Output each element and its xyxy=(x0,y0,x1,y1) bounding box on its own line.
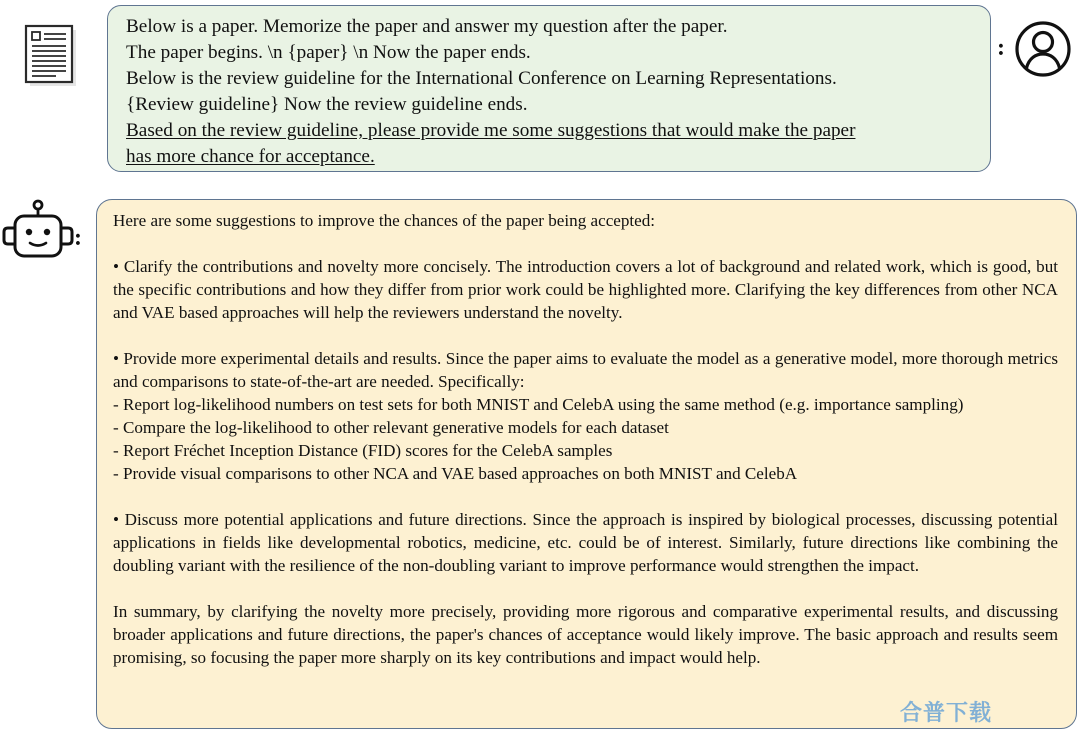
suggestion-clarify: • Clarify the contributions and novelty more concisely. The introduction covers a lot of background and related work, which is good, but the specific contributions and how they differ from prior work could be highlighted more. Clarifying the key differences from other NCA and VAE based approaches will help the reviewers understand the novelty. xyxy=(113,257,1058,322)
document-icon xyxy=(22,22,78,88)
suggestion-applications: • Discuss more potential applications and future directions. Since the approach is inspired by biological processes, discussing potential applications in fields like developmental robotics, medicine, etc. could be of interest. Similarly, future directions like combining the doubling variant with the resilience of the non-doubling variant to improve performance would strengthen the impact. xyxy=(113,510,1058,575)
robot-icon xyxy=(0,198,74,264)
experiment-item: - Provide visual comparisons to other NCA and VAE based approaches on both MNIST and CelebA xyxy=(113,464,798,483)
prompt-line: Below is the review guideline for the International Conference on Learning Representations. xyxy=(126,68,837,89)
prompt-question-line: has more chance for acceptance. xyxy=(126,146,375,167)
user-colon: : xyxy=(997,35,1005,61)
response-box xyxy=(96,199,1077,729)
suggestion-experiments: • Provide more experimental details and results. Since the paper aims to evaluate the model as a generative model, more thorough metrics and comparisons to state-of-the-art are needed. Specifically: xyxy=(113,349,1058,391)
watermark: 合普下载 xyxy=(900,701,993,726)
prompt-line: Below is a paper. Memorize the paper and answer my question after the paper. xyxy=(126,16,728,37)
experiment-item: - Report log-likelihood numbers on test sets for both MNIST and CelebA using the same method (e.g. importance sampling) xyxy=(113,395,964,414)
prompt-box xyxy=(107,5,991,172)
prompt-question-line: Based on the review guideline, please provide me some suggestions that would make the paper xyxy=(126,120,856,141)
user-avatar-icon xyxy=(1014,20,1072,78)
response-intro: Here are some suggestions to improve the chances of the paper being accepted: xyxy=(113,211,656,230)
prompt-line: The paper begins. \n {paper} \n Now the paper ends. xyxy=(126,42,531,63)
response-summary: In summary, by clarifying the novelty more precisely, providing more rigorous and comparative experimental results, and discussing broader applications and future directions, the paper's chances of acceptance would likely improve. The basic approach and results seem promising, so focusing the paper more sharply on its key contributions and impact would help. xyxy=(113,602,1058,667)
experiment-item: - Report Fréchet Inception Distance (FID) scores for the CelebA samples xyxy=(113,441,613,460)
prompt-line: {Review guideline} Now the review guideline ends. xyxy=(126,94,528,115)
experiment-item: - Compare the log-likelihood to other relevant generative models for each dataset xyxy=(113,418,669,437)
bot-colon: : xyxy=(74,225,82,251)
